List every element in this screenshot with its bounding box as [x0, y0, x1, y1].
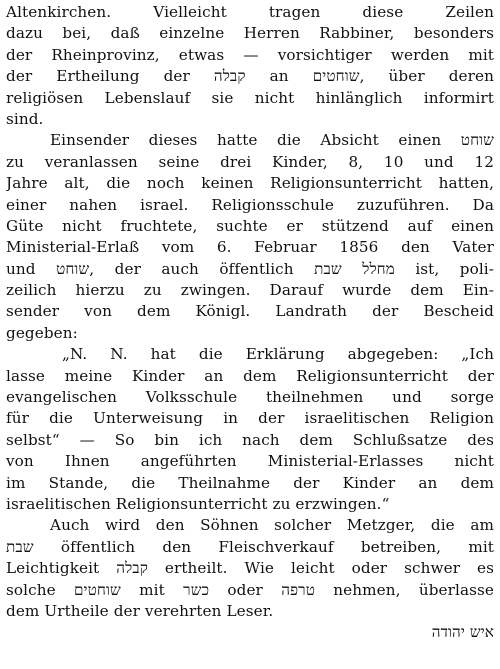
- article-line-22: von Ihnen angeführten Ministerial-Erlasses nicht: [6, 452, 494, 471]
- article-line-25: Auch wird den Söhnen solcher Metzger, die am: [50, 516, 494, 535]
- article-line-10: einer nahen israel. Religionsschule zuzuführen. Da: [6, 195, 494, 214]
- article-line-9: Jahre alt, die noch keinen Religionsunterricht hatten,: [6, 174, 494, 193]
- article-line-13: und שוחט, der auch öffentlich מחלל שבת ist, poli-: [6, 259, 494, 278]
- article-line-7: Einsender dieses hatte die Absicht einen שוחט: [50, 131, 494, 150]
- article-line-24: israelitischen Religionsunterricht zu erzwingen.“: [6, 494, 390, 513]
- newspaper-article: [6, 2, 494, 666]
- author-signature: איש יהודה: [431, 623, 494, 642]
- article-line-11: Güte nicht fruchtete, suchte er stützend auf einen: [6, 216, 494, 235]
- article-line-14: zeilich hierzu zu zwingen. Darauf wurde dem Ein-: [6, 281, 494, 300]
- article-line-23: im Stande, die Theilnahme der Kinder an dem: [6, 473, 494, 492]
- article-line-28: solche שוחטים mit כשר oder טרפה nehmen, überlasse: [6, 580, 494, 599]
- article-line-27: Leichtigkeit קבלה ertheilt. Wie leicht oder schwer es: [6, 559, 494, 578]
- article-line-18: lasse meine Kinder an dem Religionsunterricht der: [6, 366, 494, 385]
- article-line-8: zu veranlassen seine drei Kinder, 8, 10 und 12: [6, 152, 494, 171]
- article-line-26: שבת öffentlich den Fleischverkauf betreiben, mit: [6, 537, 494, 556]
- article-line-4: der Ertheilung der קבלה an שוחטים, über deren: [6, 67, 494, 86]
- article-line-5: religiösen Lebenslauf sie nicht hinlänglich informirt: [6, 88, 494, 107]
- article-line-6: sind.: [6, 109, 44, 128]
- article-line-1: Altenkirchen. Vielleicht tragen diese Zeilen: [6, 3, 494, 21]
- article-line-16: gegeben:: [6, 323, 78, 342]
- article-line-12: Ministerial-Erlaß vom 6. Februar 1856 den Vater: [6, 238, 494, 257]
- article-line-19: evangelischen Volksschule theilnehmen und sorge: [6, 388, 494, 407]
- article-line-3: der Rheinprovinz, etwas — vorsichtiger werden mit: [6, 45, 494, 64]
- article-line-29: dem Urtheile der verehrten Leser.: [6, 601, 274, 620]
- article-line-2: dazu bei, daß einzelne Herren Rabbiner, besonders: [6, 24, 494, 43]
- article-line-21: selbst“ — So bin ich nach dem Schlußsatze des: [6, 430, 494, 449]
- article-line-17: „N. N. hat die Erklärung abgegeben: „Ich: [62, 345, 494, 364]
- article-line-15: sender von dem Königl. Landrath der Bescheid: [6, 302, 494, 321]
- article-line-20: für die Unterweisung in der israelitischen Religion: [6, 409, 494, 428]
